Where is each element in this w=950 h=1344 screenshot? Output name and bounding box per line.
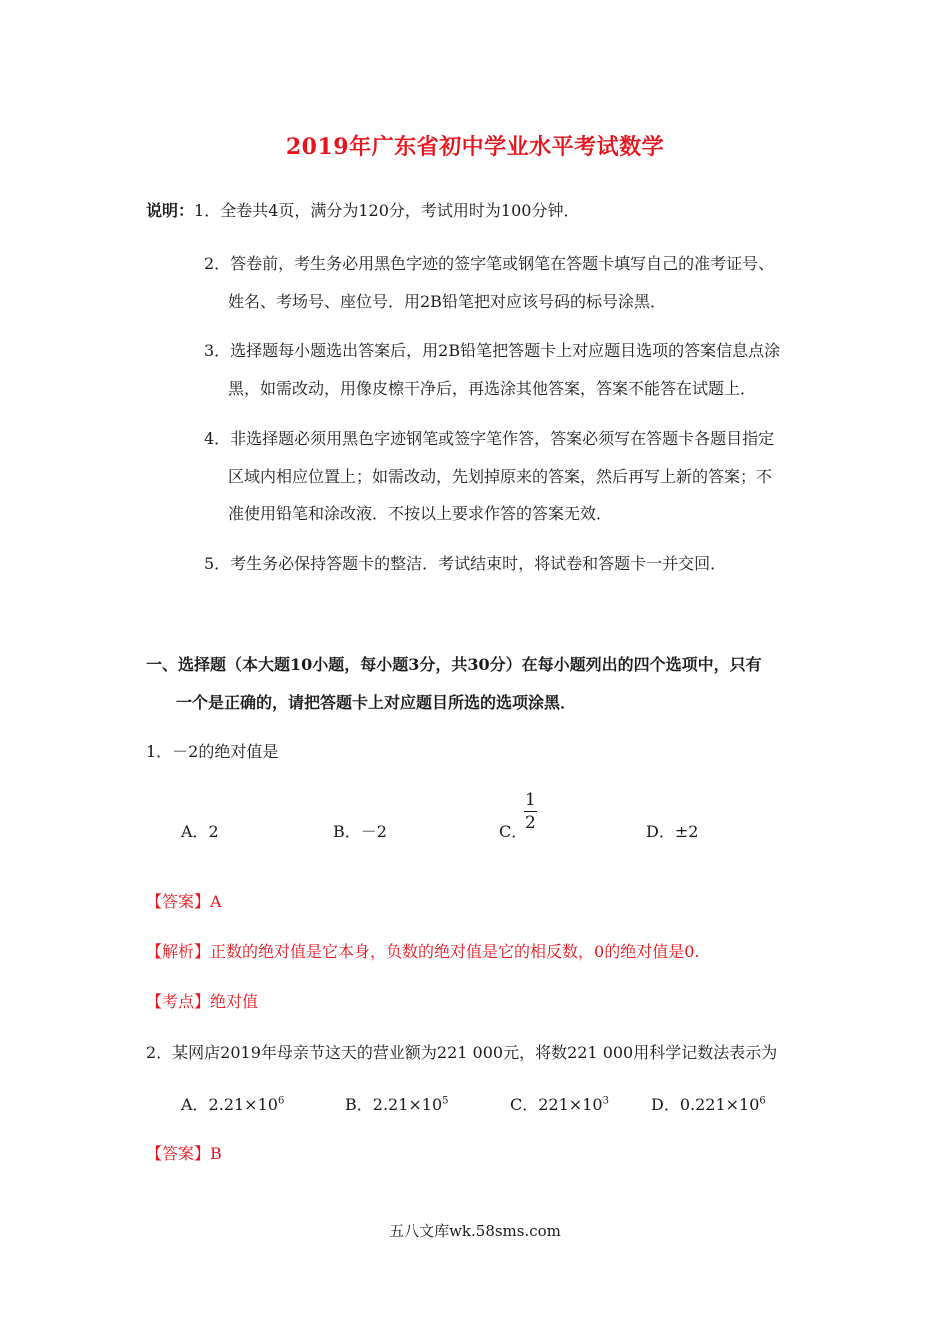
point-tag: 【考点】 <box>146 992 211 1011</box>
q1-option-b: B．－2 <box>333 822 387 841</box>
q2-answer <box>146 1143 222 1165</box>
q1-option-c-fraction <box>524 789 537 834</box>
answer-value: A <box>210 892 222 911</box>
instruction-4-line1: 4．非选择题必须用黑色字迹钢笔或签字笔作答，答案必须写在答题卡各题目指定 <box>204 429 775 448</box>
answer-tag: 【答案】 <box>146 892 211 911</box>
q1-knowledge-point <box>146 991 258 1013</box>
instruction-1 <box>146 200 579 222</box>
page-footer: 五八文库wk.58sms.com <box>389 1222 561 1240</box>
point-text: 绝对值 <box>210 992 259 1011</box>
answer-tag: 【答案】 <box>146 1144 211 1163</box>
instruction-2-line1: 2．答卷前，考生务必用黑色字迹的签字笔或钢笔在答题卡填写自己的准考证号、 <box>204 254 775 273</box>
analysis-text: 正数的绝对值是它本身，负数的绝对值是它的相反数，0的绝对值是0. <box>210 942 700 961</box>
q1-stem: 1．－2的绝对值是 <box>146 742 279 761</box>
q1-option-d: D．±2 <box>646 822 699 841</box>
option-c-base: C．221×10 <box>510 1095 603 1114</box>
q1-analysis <box>146 941 699 963</box>
option-b-base: B．2.21×10 <box>345 1095 443 1114</box>
section1-heading-line1: 一、选择题（本大题10小题，每小题3分，共30分）在每小题列出的四个选项中，只有 <box>146 655 762 674</box>
answer-value: B <box>210 1144 222 1163</box>
instruction-3-line2: 黑，如需改动，用像皮檫干净后，再选涂其他答案，答案不能答在试题上． <box>228 379 757 398</box>
q2-option-d <box>651 1094 766 1116</box>
instructions-label: 说明： <box>146 201 195 220</box>
instruction-1-text: 1．全卷共4页，满分为120分，考试用时为100分钟． <box>194 201 580 220</box>
option-a-exponent: 6 <box>277 1095 285 1107</box>
instruction-4-line2: 区域内相应位置上；如需改动，先划掉原来的答案，然后再写上新的答案；不 <box>228 467 773 486</box>
analysis-tag: 【解析】 <box>146 942 211 961</box>
page-title: 2019年广东省初中学业水平考试数学 <box>285 134 665 160</box>
option-b-exponent: 5 <box>442 1095 449 1107</box>
option-c-exponent: 3 <box>602 1095 609 1107</box>
instruction-4-line3: 准使用铅笔和涂改液．不按以上要求作答的答案无效． <box>228 504 613 523</box>
q1-option-a: A．2 <box>181 822 219 841</box>
q2-option-a <box>181 1094 284 1116</box>
fraction-denominator: 2 <box>525 813 536 833</box>
option-d-exponent: 6 <box>759 1095 766 1107</box>
fraction-numerator: 1 <box>525 790 536 810</box>
instruction-5: 5．考生务必保持答题卡的整洁．考试结束时，将试卷和答题卡一并交回． <box>204 554 727 573</box>
option-d-base: D．0.221×10 <box>651 1095 760 1114</box>
q2-option-b <box>345 1094 449 1116</box>
instruction-2-line2: 姓名、考场号、座位号．用2B铅笔把对应该号码的标号涂黑． <box>228 292 666 311</box>
q1-answer <box>146 891 222 913</box>
q1-option-c: C． <box>499 822 528 841</box>
section1-heading-line2: 一个是正确的，请把答题卡上对应题目所选的选项涂黑． <box>176 693 577 712</box>
instruction-3-line1: 3．选择题每小题选出答案后，用2B铅笔把答题卡上对应题目选项的答案信息点涂 <box>204 341 781 360</box>
option-a-base: A．2.21×10 <box>181 1095 278 1114</box>
q2-stem: 2．某网店2019年母亲节这天的营业额为221 000元，将数221 000用科学记数法表示为 <box>146 1043 778 1062</box>
q2-option-c <box>510 1094 609 1116</box>
